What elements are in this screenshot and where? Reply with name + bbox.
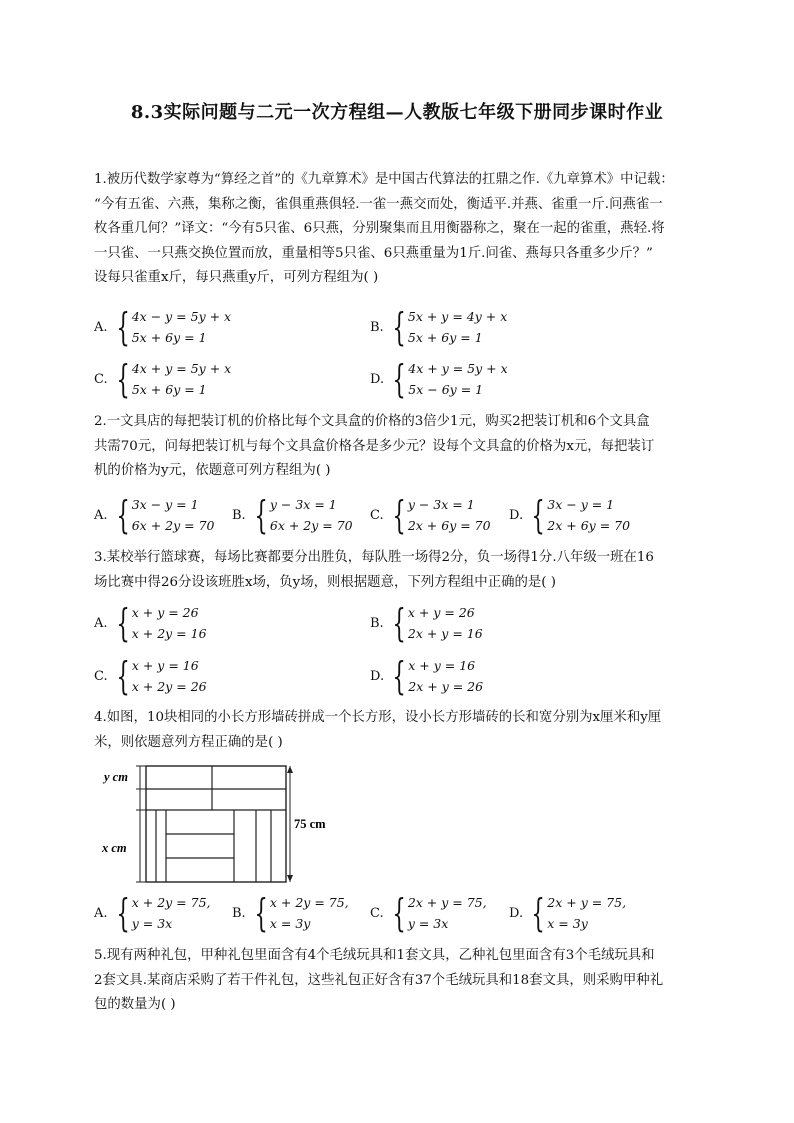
equation: 2x + y = 75,: [407, 895, 487, 910]
question-line: 2套文具.某商店采购了若干件礼包，这些礼包正好含有37个毛绒玩具和18套文具，则采购甲种礼: [94, 972, 664, 988]
equation-system: [111, 892, 211, 934]
equation: 2x + y = 75,: [547, 895, 627, 910]
equation: x + y = 16: [131, 658, 199, 673]
question-line: 2.一文具店的每把装订机的价格比每个文具盒的价格的3倍少1元，购买2把装订机和6个文具盒: [94, 414, 650, 429]
equation: 5x + 6y = 1: [131, 330, 207, 345]
equation: x + y = 26: [131, 605, 199, 620]
option-label: C.: [94, 668, 108, 684]
question-line: 枚各重几何？”译文：“今有5只雀、6只燕，分别聚集而且用衡器称之，聚在一起的雀重，燕轻.将: [94, 221, 665, 236]
question-line: 4.如图，10块相同的小长方形墙砖拼成一个长方形，设小长方形墙砖的长和宽分别为x厘米和y厘: [94, 710, 662, 725]
equation: 4x − y = 5y + x: [131, 309, 232, 324]
option-label: C.: [370, 507, 384, 523]
q4-option-c[interactable]: [370, 892, 487, 934]
equation: 3x − y = 1: [547, 497, 615, 512]
equation: 5x − 6y = 1: [408, 382, 484, 397]
question-line: 米，则依题意列方程正确的是( ): [94, 734, 283, 750]
left-brace: {: [116, 654, 130, 698]
equation: 6x + 2y = 70: [131, 518, 215, 533]
q1-option-a[interactable]: [94, 306, 231, 348]
left-brace: {: [254, 891, 268, 935]
q2-option-b[interactable]: [232, 494, 353, 536]
equation: x + 2y = 26: [131, 679, 207, 694]
option-label: B.: [232, 507, 246, 523]
option-label: D.: [370, 668, 385, 684]
q2-option-c[interactable]: [370, 494, 491, 536]
option-label: D.: [370, 371, 385, 387]
left-brace: {: [392, 654, 406, 698]
equation-system: [387, 892, 487, 934]
question-4-text: [94, 706, 698, 755]
equation: x + 2y = 75,: [269, 895, 349, 910]
label-y: y cm: [104, 770, 128, 784]
left-brace: {: [392, 601, 406, 645]
option-label: B.: [370, 319, 384, 335]
question-1-text: [94, 168, 698, 291]
q4-option-d[interactable]: [509, 892, 626, 934]
question-line: 包的数量为( ): [94, 997, 176, 1012]
q2-option-a[interactable]: [94, 494, 214, 536]
equation: 4x + y = 5y + x: [408, 361, 508, 376]
question-line: 机的价格为y元，依题意可列方程组为( ): [94, 463, 331, 478]
equation-system: [111, 358, 232, 400]
equation-system: [249, 892, 349, 934]
equation: 5x + y = 4y + x: [407, 309, 508, 324]
option-label: A.: [94, 507, 108, 523]
equation: y − 3x = 1: [407, 497, 475, 512]
q1-option-d[interactable]: [370, 358, 508, 400]
left-brace: {: [392, 357, 406, 401]
equation-system: [111, 602, 207, 644]
equation: 2x + 6y = 70: [547, 518, 631, 533]
q4-option-a[interactable]: [94, 892, 211, 934]
question-line: 1.被历代数学家尊为“算经之首”的《九章算术》是中国古代算法的扛鼎之作.《九章算术》中记载：: [94, 172, 674, 187]
equation-system: [387, 306, 508, 348]
equation: 3x − y = 1: [131, 497, 199, 512]
left-brace: {: [115, 493, 130, 537]
option-label: A.: [94, 615, 108, 631]
label-total: 75 cm: [294, 817, 326, 831]
question-3-text: [94, 546, 698, 595]
equation-system: [111, 655, 207, 697]
q3-option-a[interactable]: [94, 602, 207, 644]
left-brace: {: [531, 891, 545, 935]
equation-system: [111, 306, 232, 348]
equation: y − 3x = 1: [269, 497, 337, 512]
equation-system: [249, 494, 353, 536]
equation: 5x + 6y = 1: [407, 330, 483, 345]
equation: 2x + y = 26: [408, 679, 484, 694]
q2-option-d[interactable]: [509, 494, 630, 536]
q3-option-c[interactable]: [94, 655, 207, 697]
equation: y = 3x: [407, 916, 449, 931]
equation: 6x + 2y = 70: [269, 518, 353, 533]
left-brace: {: [392, 493, 406, 537]
left-brace: {: [115, 305, 130, 349]
question-line: “今有五雀、六燕，集称之衡，雀俱重燕俱轻.一雀一燕交而处，衡适平.并燕、雀重一斤.问燕雀一: [94, 196, 663, 212]
equation: x + y = 26: [407, 605, 475, 620]
question-line: 3.某校举行篮球赛，每场比赛都要分出胜负，每队胜一场得2分，负一场得1分.八年级一班在16: [94, 550, 654, 565]
equation-system: [526, 494, 630, 536]
brick-figure: [100, 762, 340, 890]
equation-system: [387, 655, 483, 697]
left-brace: {: [115, 891, 130, 935]
equation: 2x + 6y = 70: [407, 518, 491, 533]
question-5-text: [94, 944, 698, 1018]
left-brace: {: [254, 493, 268, 537]
option-label: B.: [232, 905, 246, 921]
option-label: B.: [370, 615, 384, 631]
label-x: x cm: [102, 841, 127, 855]
equation: x + y = 16: [408, 658, 476, 673]
question-line: 一只雀、一只燕交换位置而放，重量相等5只雀、6只燕重量为1斤.问雀、燕每只各重多少斤？”: [94, 245, 653, 261]
q4-option-b[interactable]: [232, 892, 349, 934]
page-title: 8.3实际问题与二元一次方程组—人教版七年级下册同步课时作业: [130, 102, 664, 123]
equation-system: [387, 494, 491, 536]
equation-system: [387, 358, 508, 400]
left-brace: {: [392, 305, 406, 349]
equation: x + 2y = 16: [131, 626, 207, 641]
equation: x = 3y: [269, 916, 311, 931]
brick-diagram: [100, 762, 340, 886]
equation: 4x + y = 5y + x: [131, 361, 232, 376]
option-label: C.: [370, 905, 384, 921]
left-brace: {: [531, 493, 545, 537]
q3-option-d[interactable]: [370, 655, 483, 697]
equation-system: [111, 494, 215, 536]
left-brace: {: [115, 601, 130, 645]
question-line: 场比赛中得26分设该班胜x场，负y场，则根据题意，下列方程组中正确的是( ): [94, 574, 556, 590]
equation: 5x + 6y = 1: [131, 382, 207, 397]
question-line: 5.现有两种礼包，甲种礼包里面含有4个毛绒玩具和1套文具，乙种礼包里面含有3个毛绒玩具和: [94, 948, 655, 963]
option-label: A.: [94, 319, 108, 335]
outer-rectangle: [146, 766, 286, 882]
equation: 2x + y = 16: [407, 626, 483, 641]
left-brace: {: [392, 891, 406, 935]
question-line: 共需70元，问每把装订机与每个文具盒价格各是多少元？设每个文具盒的价格为x元，每把装订: [94, 438, 655, 454]
equation-system: [387, 602, 483, 644]
question-line: 设每只雀重x斤，每只燕重y斤，可列方程组为( ): [94, 270, 379, 285]
option-label: D.: [509, 905, 524, 921]
q1-option-b[interactable]: [370, 306, 507, 348]
option-label: C.: [94, 371, 108, 387]
option-label: A.: [94, 905, 108, 921]
q3-option-b[interactable]: [370, 602, 483, 644]
equation-system: [526, 892, 626, 934]
equation: x = 3y: [547, 916, 588, 931]
option-label: D.: [509, 507, 524, 523]
equation: x + 2y = 75,: [131, 895, 211, 910]
left-brace: {: [116, 357, 130, 401]
q1-option-c[interactable]: [94, 358, 231, 400]
equation: y = 3x: [131, 916, 173, 931]
question-2-text: [94, 410, 698, 484]
